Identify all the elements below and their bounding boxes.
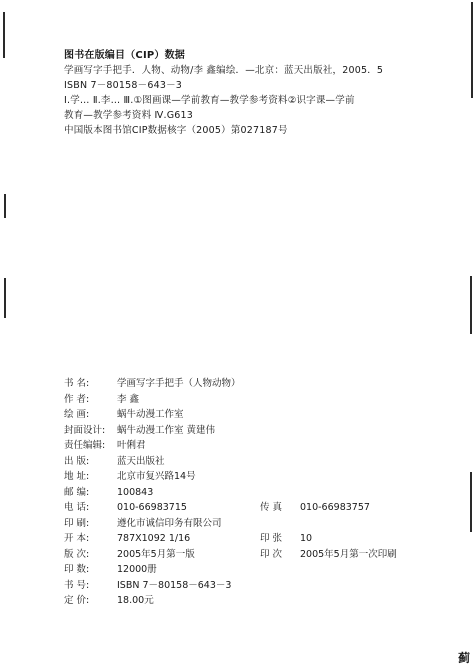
info-value: 蜗牛动漫工作室 黄建伟 (117, 424, 216, 436)
info-value: 12000册 (117, 564, 157, 575)
info-row-isbn (64, 578, 464, 594)
info-row-publisher (64, 454, 464, 470)
scan-edge-mark-1 (3, 12, 5, 58)
info-label: 电 话: (64, 502, 90, 513)
info-label: 印 数: (64, 564, 90, 575)
info-label: 定 价: (64, 595, 90, 606)
info-row-format (64, 531, 464, 547)
info-label: 绘 画: (64, 409, 90, 420)
info-value: ISBN 7－80158－643－3 (117, 579, 232, 591)
scan-edge-mark-3 (4, 278, 6, 318)
info-label: 版 次: (64, 548, 90, 560)
info-label: 邮 编: (64, 486, 90, 498)
info-row-phone-fax (64, 500, 464, 516)
info-value: 100843 (117, 486, 154, 498)
info-row-title (64, 376, 464, 392)
info-value: 李 鑫 (117, 393, 140, 405)
info-label: 责任编辑: (64, 440, 106, 451)
cip-line-1: 学画写字手把手．人物、动物/李 鑫编绘．—北京：蓝天出版社，2005．5 (64, 65, 384, 76)
info-value-secondary: 2005年5月第一次印刷 (300, 548, 397, 560)
info-label: 出 版: (64, 455, 90, 467)
cip-line-3: Ⅰ.学… Ⅱ.李… Ⅲ.①图画课—学前教育—教学参考资料②识字课—学前 (64, 95, 355, 106)
scan-edge-mark-4 (471, 2, 473, 98)
info-label-secondary: 印 次 (260, 548, 283, 560)
info-value: 遵化市诚信印务有限公司 (117, 517, 222, 529)
info-value-secondary: 010-66983757 (300, 502, 370, 513)
info-row-cover-design (64, 423, 464, 439)
info-row-print-run (64, 562, 464, 578)
info-value: 2005年5月第一版 (117, 548, 195, 560)
info-row-postcode (64, 485, 464, 501)
cip-data-block (64, 48, 464, 138)
scan-edge-mark-6 (470, 472, 472, 532)
copyright-info-block (64, 376, 464, 609)
info-label: 封面设计: (64, 424, 106, 436)
info-value: 18.00元 (117, 595, 154, 606)
info-row-edition (64, 547, 464, 563)
info-value: 学画写字手把手（人物动物） (117, 378, 241, 389)
info-label: 地 址: (64, 471, 90, 482)
info-value-secondary: 10 (300, 533, 313, 544)
info-label-secondary: 传 真 (260, 502, 283, 513)
info-label: 印 刷: (64, 517, 90, 529)
info-value: 叶俐君 (117, 440, 146, 451)
info-row-printer (64, 516, 464, 532)
info-value: 787X1092 1/16 (117, 533, 191, 544)
cip-title: 图书在版编目（CIP）数据 (64, 50, 185, 61)
info-row-address (64, 469, 464, 485)
info-row-illustrator (64, 407, 464, 423)
info-value: 010-66983715 (117, 502, 187, 513)
info-label: 开 本: (64, 533, 90, 544)
scan-edge-mark-2 (4, 194, 6, 218)
info-value: 蓝天出版社 (117, 455, 165, 467)
info-label-secondary: 印 张 (260, 533, 283, 544)
cip-line-5: 中国版本图书馆CIP数据核字（2005）第027187号 (64, 125, 288, 136)
info-label: 书 名: (64, 378, 90, 389)
scan-edge-mark-5 (470, 276, 472, 334)
info-value: 蜗牛动漫工作室 (117, 409, 184, 420)
corner-glyph: 蓟 (457, 651, 470, 665)
cip-line-4: 教育—教学参考资料 Ⅳ.G613 (64, 110, 194, 121)
info-value: 北京市复兴路14号 (117, 471, 196, 482)
info-row-author (64, 392, 464, 408)
info-row-price (64, 593, 464, 609)
cip-line-2: ISBN 7－80158－643－3 (64, 80, 183, 91)
info-label: 作 者: (64, 393, 90, 405)
info-row-editor (64, 438, 464, 454)
info-label: 书 号: (64, 579, 90, 591)
